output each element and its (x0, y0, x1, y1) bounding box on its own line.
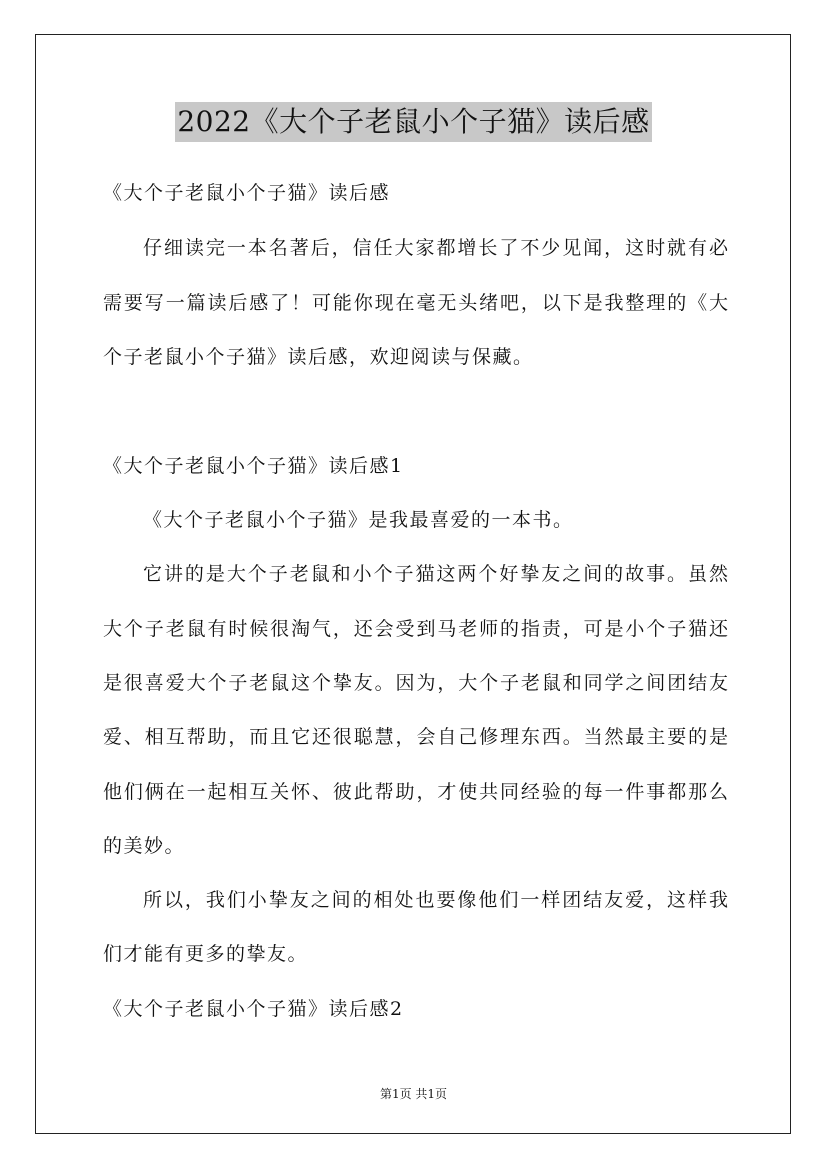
essay1-paragraph-line: 的美妙。 (103, 835, 186, 857)
essay1-paragraph-line: 爱、相互帮助，而且它还很聪慧，会自己修理东西。当然最主要的是 (103, 726, 728, 748)
essay1-paragraph-line: 他们俩在一起相互关怀、彼此帮助，才使共同经验的每一件事都那么 (103, 781, 728, 803)
intro-paragraph-line: 仔细读完一本名著后，信任大家都增长了不少见闻，这时就有必 (143, 237, 728, 259)
section-heading-1: 《大个子老鼠小个子猫》读后感1 (103, 455, 404, 477)
intro-paragraph-line: 需要写一篇读后感了！可能你现在毫无头绪吧，以下是我整理的《大 (103, 292, 728, 314)
section-heading-2: 《大个子老鼠小个子猫》读后感2 (103, 998, 404, 1020)
document-title: 2022《大个子老鼠小个子猫》读后感 (175, 102, 651, 142)
essay1-paragraph-line: 大个子老鼠有时候很淘气，还会受到马老师的指责，可是小个子猫还 (103, 618, 728, 640)
intro-paragraph-line: 个子老鼠小个子猫》读后感，欢迎阅读与保藏。 (103, 346, 534, 368)
essay1-paragraph-line: 是很喜爱大个子老鼠这个挚友。因为，大个子老鼠和同学之间团结友 (103, 672, 728, 694)
essay1-paragraph-line: 所以，我们小挚友之间的相处也要像他们一样团结友爱，这样我 (143, 889, 728, 911)
intro-heading: 《大个子老鼠小个子猫》读后感 (103, 182, 391, 204)
essay1-paragraph-line: 《大个子老鼠小个子猫》是我最喜爱的一本书。 (143, 509, 574, 531)
essay1-paragraph-line: 们才能有更多的挚友。 (103, 943, 309, 965)
page-footer: 第1页 共1页 (379, 1087, 448, 1101)
essay1-paragraph-line: 它讲的是大个子老鼠和小个子猫这两个好挚友之间的故事。虽然 (143, 563, 728, 585)
title-container (0, 102, 827, 142)
